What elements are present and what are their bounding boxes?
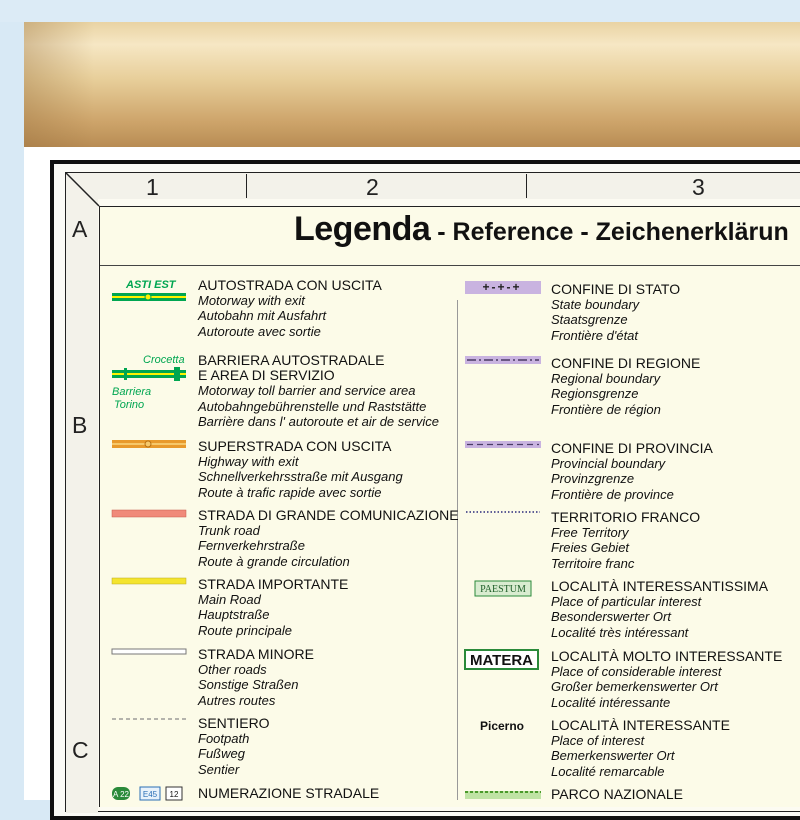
highway-symbol <box>110 437 190 451</box>
grid-row-c: C <box>72 737 89 763</box>
legend-title <box>294 210 789 249</box>
legend-entry-sentiero: SENTIERO Footpath Fußweg Sentier <box>198 715 270 777</box>
legend-entry-territorio-franco: TERRITORIO FRANCO Free Territory Freies Gebiet Territoire franc <box>551 509 701 571</box>
legend-entry-confine-regione: CONFINE DI REGIONE Regional boundary Regionsgrenze Frontière de région <box>551 355 701 417</box>
svg-text:+-+-+: +-+-+ <box>482 280 522 294</box>
legend-entry-superstrada: SUPERSTRADA CON USCITA Highway with exit Schnellverkehrsstraße mit Ausgang Route à trafic rapide avec sortie <box>198 438 403 500</box>
legend-entry-confine-provincia: CONFINE DI PROVINCIA Provincial boundary Provinzgrenze Frontière de province <box>551 440 713 502</box>
minor-road-symbol <box>110 647 190 657</box>
legend-entry-molto-interessante: LOCALITÀ MOLTO INTERESSANTE Place of considerable interest Großer bemerkenswerter Ort Localité intéressante <box>551 648 783 710</box>
top-background <box>0 0 800 22</box>
title-sub: - Reference - Zeichenerklärun <box>430 218 789 246</box>
considerable-interest-symbol <box>464 649 540 671</box>
rod-shadow <box>24 22 94 147</box>
legend-entry-strada-minore: STRADA MINORE Other roads Sonstige Straßen Autres routes <box>198 646 314 708</box>
footpath-symbol <box>110 715 190 723</box>
grid-column-2: 2 <box>366 174 379 200</box>
motorway-exit-label: ASTI EST <box>126 279 176 291</box>
legend-entry-strada-importante: STRADA IMPORTANTE Main Road Hauptstraße Route principale <box>198 576 349 638</box>
particular-interest-symbol <box>474 580 534 598</box>
free-territory-symbol <box>464 508 542 516</box>
svg-text:Crocetta: Crocetta <box>143 354 185 366</box>
main-road-symbol <box>110 576 190 586</box>
road-number-symbol <box>110 785 195 803</box>
grid-row-a: A <box>72 216 88 242</box>
provincial-boundary-symbol <box>464 440 542 450</box>
svg-text:E45: E45 <box>142 790 158 799</box>
legend-entry-interessante: LOCALITÀ INTERESSANTE Place of interest Bemerkenswerter Ort Localité remarcable <box>551 717 730 779</box>
regional-boundary-symbol <box>464 355 542 367</box>
title-main: Legenda <box>294 210 431 248</box>
legend-entry-parco: PARCO NAZIONALE <box>551 786 683 802</box>
motorway-symbol <box>110 277 190 307</box>
svg-text:A 22: A 22 <box>112 790 130 799</box>
toll-barrier-symbol <box>110 350 190 415</box>
svg-text:MATERA: MATERA <box>469 652 534 669</box>
svg-text:PAESTUM: PAESTUM <box>480 584 526 595</box>
legend-entry-autostrada: AUTOSTRADA CON USCITA Motorway with exit Autobahn mit Ausfahrt Autoroute avec sortie <box>198 277 382 339</box>
grid-border-left <box>66 173 98 813</box>
legend-entry-interessantissima: LOCALITÀ INTERESSANTISSIMA Place of particular interest Besonderswerter Ort Localité très intéressant <box>551 578 769 640</box>
svg-text:Barriera: Barriera <box>112 386 152 398</box>
grid-row-b: B <box>72 412 88 438</box>
legend-entry-numerazione: NUMERAZIONE STRADALE <box>198 785 380 801</box>
legend-entry-grande-comunicazione: STRADA DI GRANDE COMUNICAZIONE Trunk road Fernverkehrstraße Route à grande circulation <box>198 507 459 569</box>
trunk-road-symbol <box>110 508 190 518</box>
svg-text:12: 12 <box>169 790 179 799</box>
grid-tick <box>246 174 247 198</box>
legend-entry-confine-stato: CONFINE DI STATO State boundary Staatsgrenze Frontière d'état <box>551 281 681 343</box>
hanging-rod <box>24 22 800 147</box>
grid-tick <box>526 174 527 198</box>
state-boundary-symbol <box>464 280 542 296</box>
legend-entry-barriera: BARRIERA AUTOSTRADALE E AREA DI SERVIZIO Motorway toll barrier and service area Autobahngebührenstelle und Raststätte Barrière dans l' autoroute et air de service <box>198 352 439 429</box>
interest-symbol <box>474 717 534 735</box>
title-divider <box>100 265 800 266</box>
grid-column-3: 3 <box>692 174 705 200</box>
grid-column-1: 1 <box>146 174 159 200</box>
grid-border-top <box>66 173 800 199</box>
national-park-symbol <box>464 788 542 800</box>
svg-text:Torino: Torino <box>114 399 145 411</box>
svg-text:Picerno: Picerno <box>479 719 525 733</box>
